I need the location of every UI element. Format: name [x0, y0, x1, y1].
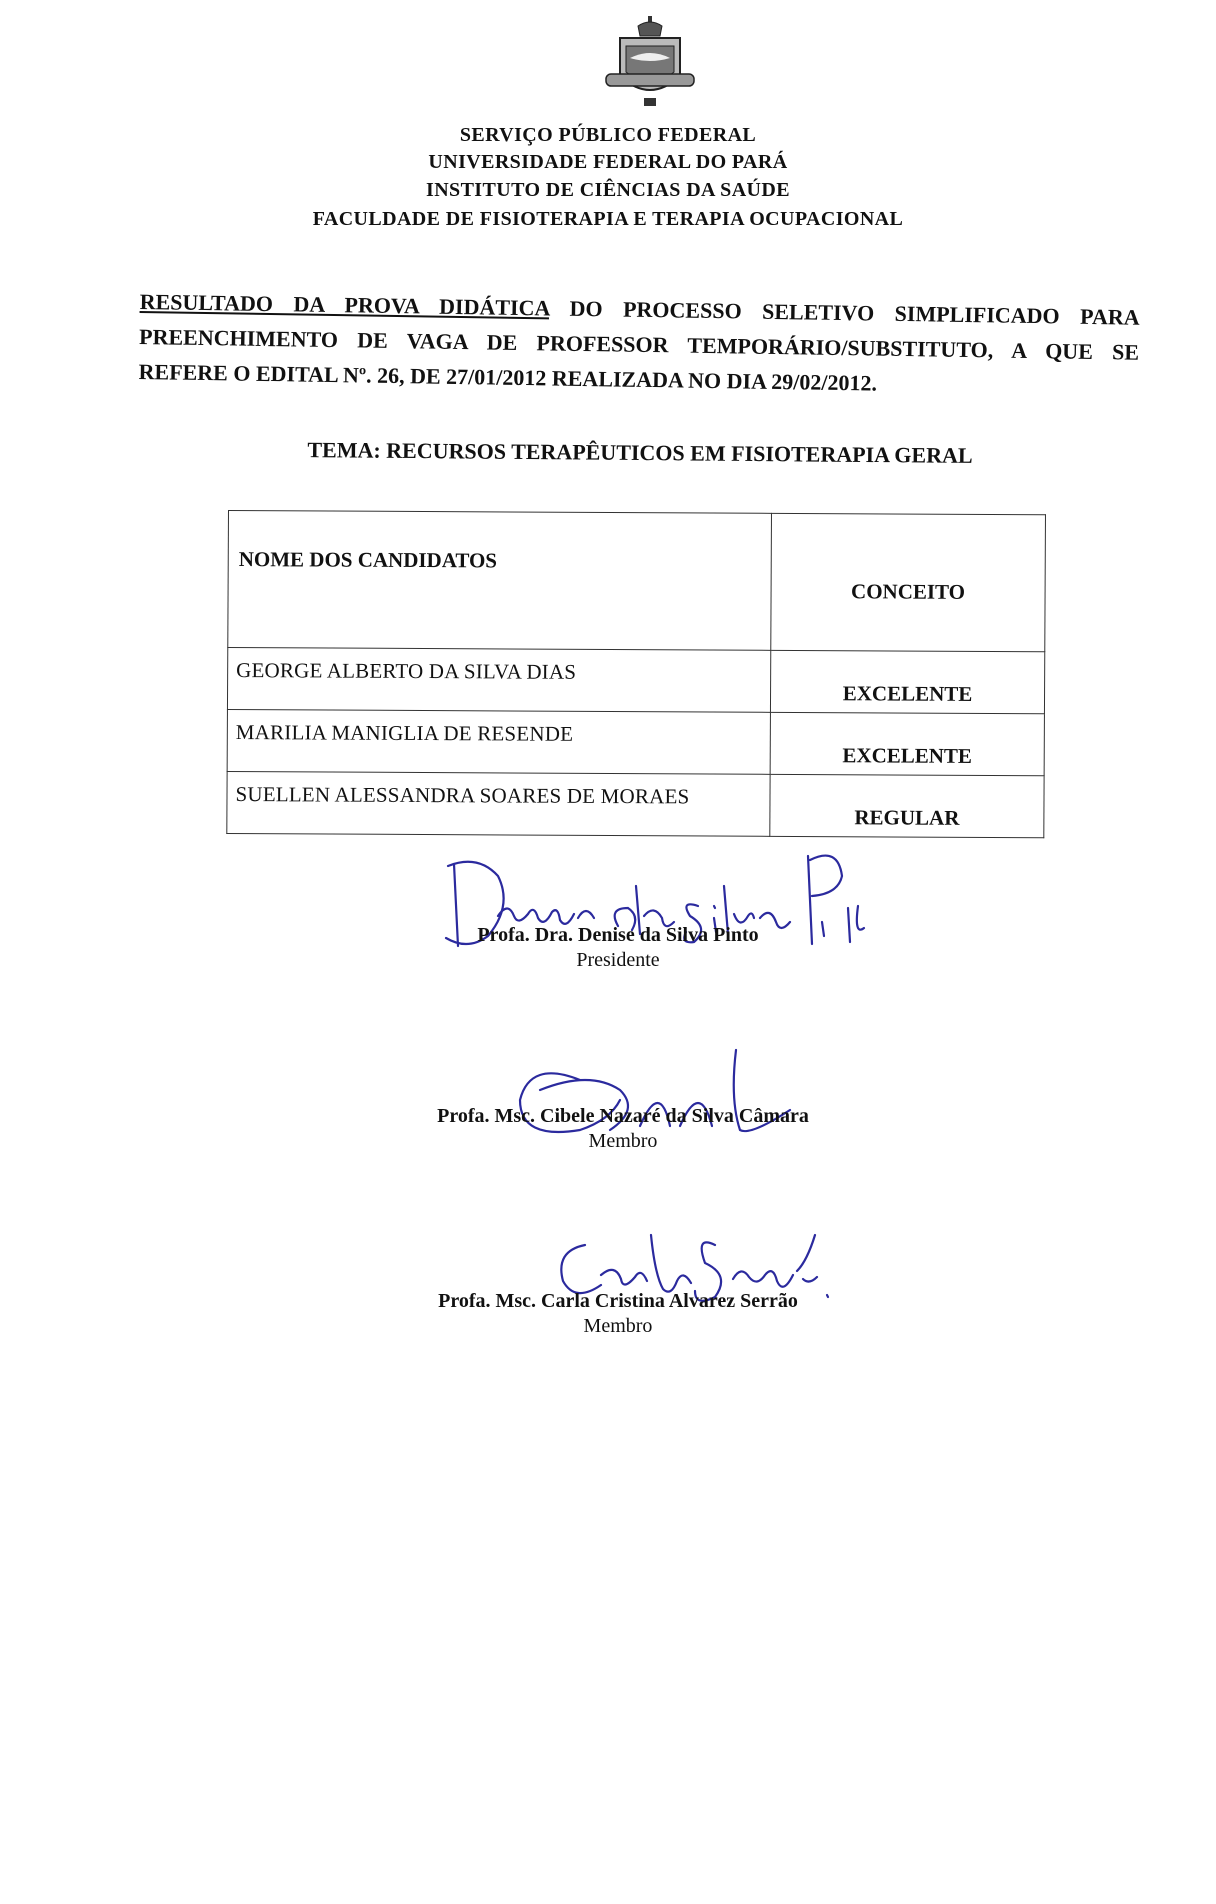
candidate-concept: EXCELENTE [770, 650, 1044, 713]
result-line2: PREENCHIMENTO DE VAGA DE PROFESSOR TEMPORÁRIO/SUBSTITUTO, A QUE SE [138, 323, 1140, 365]
table-row [227, 771, 1044, 837]
header-line-university: UNIVERSIDADE FEDERAL DO PARÁ [428, 151, 788, 173]
signer-name: Profa. Dra. Denise da Silva Pinto [477, 924, 759, 946]
candidate-name: SUELLEN ALESSANDRA SOARES DE MORAES [227, 771, 770, 836]
theme-title: TEMA: RECURSOS TERAPÊUTICOS EM FISIOTERAPIA GERAL [307, 437, 973, 468]
signer-name: Profa. Msc. Cibele Nazaré da Silva Câmara [437, 1105, 809, 1127]
result-statement [138, 284, 1140, 405]
signer-role: Presidente [576, 949, 660, 971]
signer-member-1 [15, 1105, 1216, 1153]
header-line-service: SERVIÇO PÚBLICO FEDERAL [459, 124, 757, 146]
signer-member-2 [10, 1290, 1216, 1338]
signer-name: Profa. Msc. Carla Cristina Alvarez Serrão [438, 1290, 798, 1312]
header-concept: CONCEITO [771, 513, 1046, 651]
header-line-faculty: FACULDADE DE FISIOTERAPIA E TERAPIA OCUPACIONAL [312, 208, 904, 230]
signer-role: Membro [588, 1130, 658, 1152]
header-line-institute: INSTITUTO DE CIÊNCIAS DA SAÚDE [426, 179, 790, 201]
results-table [226, 510, 1046, 838]
result-line3: REFERE O EDITAL Nº. 26, DE 27/01/2012 REALIZADA NO DIA 29/02/2012. [138, 358, 878, 396]
signer-role: Membro [583, 1315, 653, 1337]
candidate-concept: EXCELENTE [770, 712, 1044, 775]
candidate-concept: REGULAR [770, 774, 1044, 837]
header-candidates: NOME DOS CANDIDATOS [228, 511, 772, 651]
table-row [227, 709, 1044, 775]
candidate-name: GEORGE ALBERTO DA SILVA DIAS [227, 648, 770, 713]
signer-president [10, 924, 1216, 972]
table-row [227, 648, 1044, 714]
result-title: RESULTADO DA PROVA DIDÁTICA [139, 288, 550, 321]
ufpa-crest-icon [600, 14, 700, 112]
candidate-name: MARILIA MANIGLIA DE RESENDE [227, 709, 770, 774]
table-header-row [228, 511, 1046, 652]
result-line1-rest: DO PROCESSO SELETIVO SIMPLIFICADO PARA [548, 295, 1140, 330]
